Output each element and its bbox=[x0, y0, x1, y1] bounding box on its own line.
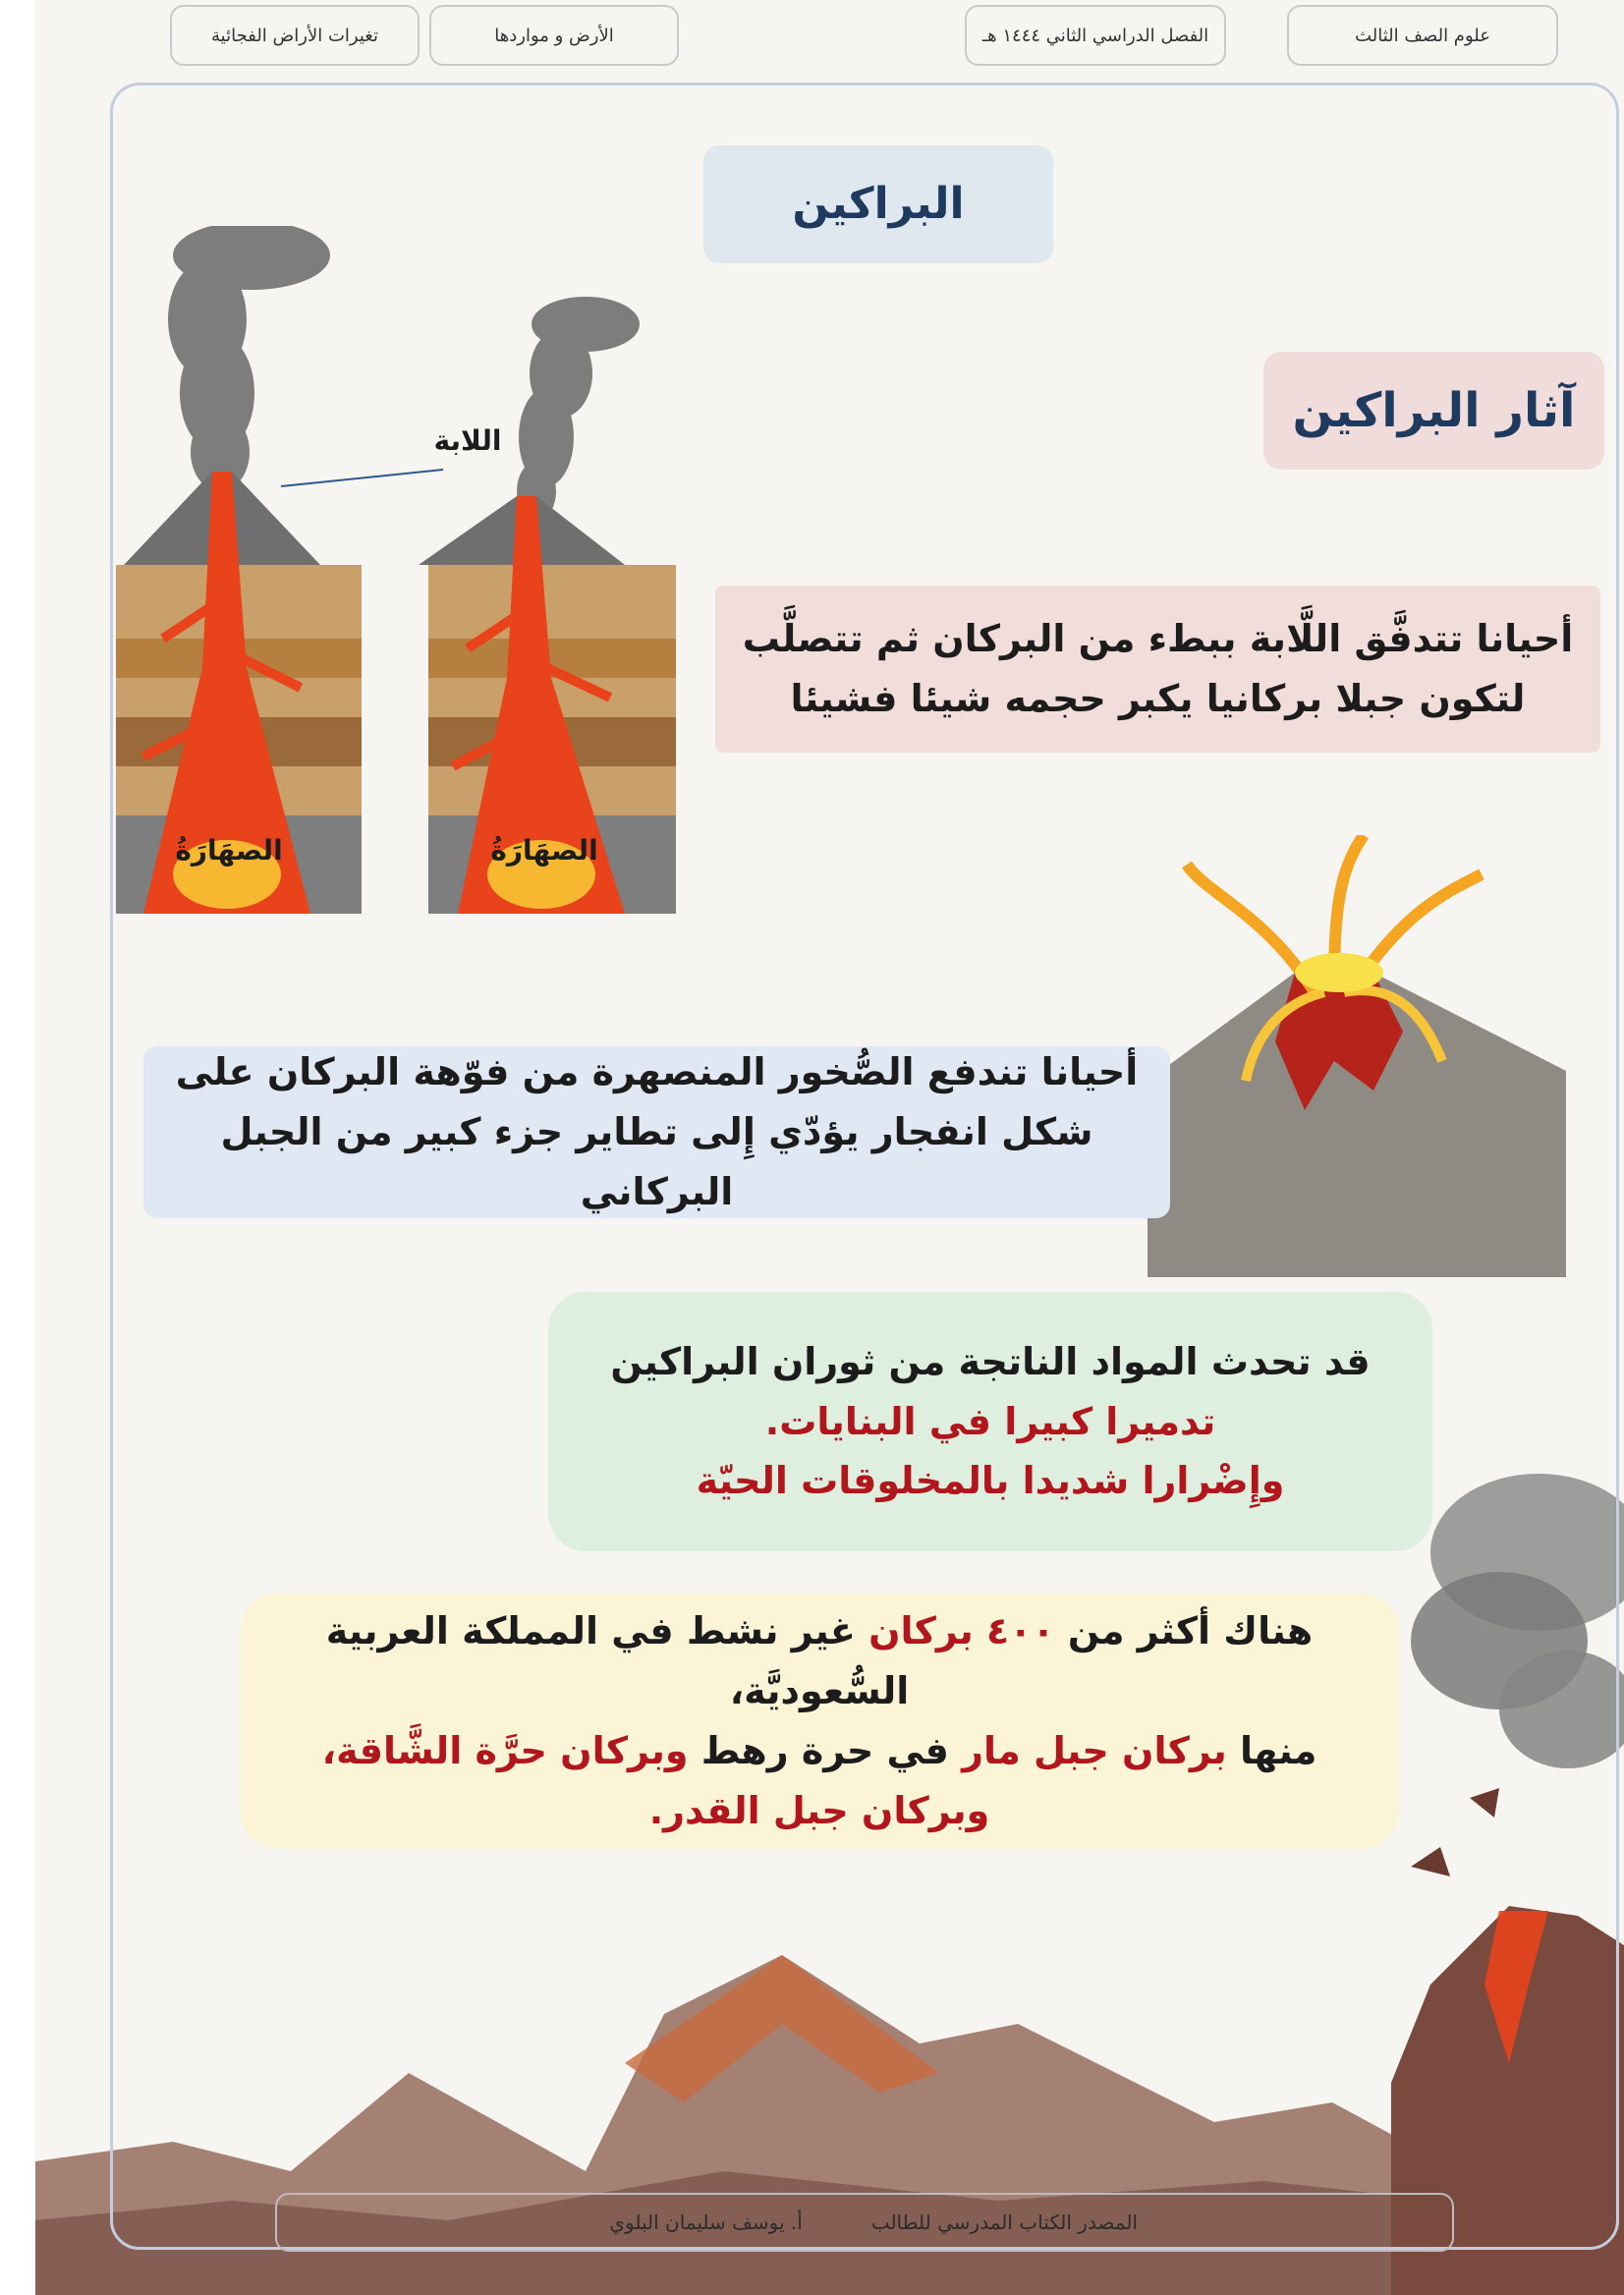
header-subject: علوم الصف الثالث bbox=[1287, 5, 1558, 66]
section-title: آثار البراكين bbox=[1263, 352, 1604, 470]
lava-flow-line-1: أحيانا تتدفَّق اللَّابة ببطء من البركان ثم تتصلَّب bbox=[742, 617, 1574, 661]
magma-label-right: الصهَارَةُ bbox=[490, 834, 598, 867]
lava-flow-text-box bbox=[715, 586, 1600, 753]
damage-line-3: وإِضْرارا شديدا بالمخلوقات الحيّة bbox=[696, 1459, 1285, 1503]
erupting-volcano-illustration bbox=[1148, 835, 1566, 1277]
magma-label-left: الصهَارَةُ bbox=[175, 834, 283, 867]
lava-label: اللابة bbox=[433, 424, 502, 457]
explosion-line-1: أحيانا تندفع الصُّخور المنصهرة من فوّهة البركان على bbox=[175, 1050, 1139, 1094]
smoke-plume-right bbox=[517, 297, 640, 521]
saudi-line-3: وبركان جبل القدر. bbox=[648, 1788, 990, 1832]
header-unit: الأرض و مواردها bbox=[429, 5, 679, 66]
damage-text-box bbox=[548, 1292, 1432, 1551]
volcano-cross-section-diagram bbox=[75, 226, 684, 933]
lava-pointer-line bbox=[281, 470, 443, 486]
header-lesson: تغيرات الأراض الفجائية bbox=[170, 5, 420, 66]
damage-line-2: تدميرا كبيرا في البنايات. bbox=[764, 1399, 1216, 1443]
saudi-volcanoes-text-box bbox=[240, 1594, 1399, 1849]
footer-source: المصدر الكتاب المدرسي للطالب bbox=[870, 2211, 1138, 2234]
header-term: الفصل الدراسي الثاني ١٤٤٤ هـ bbox=[965, 5, 1226, 66]
worksheet-page bbox=[35, 0, 1624, 2295]
footer-teacher: أ. يوسف سليمان البلوي bbox=[609, 2211, 803, 2234]
explosion-text-box bbox=[143, 1046, 1170, 1218]
damage-line-1: قد تحدث المواد الناتجة من ثوران البراكين bbox=[610, 1339, 1371, 1383]
lava-flow-line-2: لتكون جبلا بركانيا يكبر حجمه شيئا فشيئا bbox=[790, 677, 1526, 720]
saudi-line-2: منها بركان جبل مار في حرة رهط وبركان حرَّة الشَّاقة، bbox=[321, 1729, 1317, 1772]
explosion-line-2: شكل انفجار يؤدّي إِلى تطاير جزء كبير من الجبل البركاني bbox=[220, 1110, 1093, 1213]
footer bbox=[275, 2193, 1454, 2252]
saudi-line-1: هناك أكثر من ٤٠٠ بركان غير نشط في المملكة العربية السُّعوديَّة، bbox=[325, 1609, 1314, 1713]
page-title: البراكين bbox=[703, 145, 1053, 263]
smoke-plume-left bbox=[168, 226, 330, 491]
